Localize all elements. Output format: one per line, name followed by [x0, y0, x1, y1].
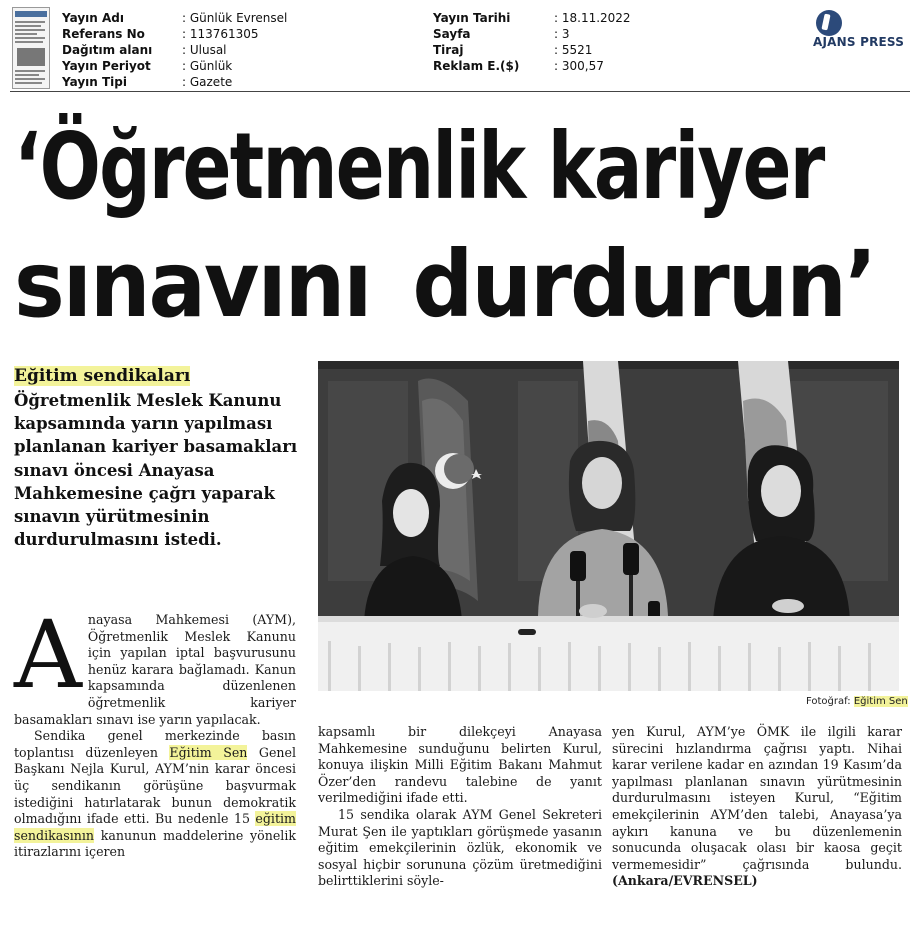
paragraph-text: yen Kurul, AYM’ye ÖMK ile ilgili karar sürecini hızlandırma çağrısı yaptı. Nihai karar verilene kadar en azından 19 Kasım’da yapılması planlanan sınavın yürütmesinin durdurulmasını isteyen Kurul, “Eğitim emekçilerinin AYM’den talebi, Anayasa’ya aykırı kanuna ve bu düzenlemenin sonucunda oluşacak olası bir kaosa geçit vermemesidir” çağrısında bulundu.: [612, 724, 902, 872]
headline-line-2: sınavını durdurun’: [14, 231, 876, 338]
body-paragraph: kapsamlı bir dilekçeyi Anayasa Mahkemesine sunduğunu belirten Kurul, konuya ilişkin Milli Eğitim Bakanı Mahmut Özer’den randevu talebine de yanıt verilmediğini ifade etti.: [318, 724, 602, 806]
body-column-2: [318, 724, 602, 890]
meta-right: [433, 10, 631, 74]
drop-cap: A: [14, 601, 82, 710]
ajans-press-logo: [813, 10, 909, 50]
body-paragraph: [612, 724, 902, 890]
kicker: [14, 365, 190, 387]
meta-row: [433, 58, 631, 74]
meta-key: Yayın Tipi: [62, 75, 127, 89]
body-paragraph: 15 sendika olarak AYM Genel Sekreteri Murat Şen ile yaptıkları görüşmede yasanın eğitim emekçilerinin özlük, ekonomik ve sosyal hiçbir sorununa çözüm üretmediğini belirttiklerini söyle-: [318, 806, 602, 889]
highlighted-term: eğitim sendikasının: [14, 811, 296, 843]
meta-row: [433, 10, 631, 26]
body-column-1: [14, 601, 296, 861]
headline-line-1: ‘Öğretmenlik kariyer: [14, 113, 824, 220]
photo-caption: [806, 696, 908, 707]
body-paragraph: [14, 728, 296, 861]
meta-row: [62, 58, 287, 74]
caption-credit: Eğitim Sen: [853, 696, 908, 707]
meta-row: [62, 10, 287, 26]
meta-value: : 3: [554, 27, 570, 41]
paragraph-text: kanunun maddelerine yönelik itirazlarını içeren: [14, 827, 296, 860]
meta-key: Dağıtım alanı: [62, 43, 153, 57]
meta-key: Sayfa: [433, 27, 471, 41]
meta-row: [62, 74, 287, 90]
meta-value: : 18.11.2022: [554, 11, 631, 25]
meta-value: : 5521: [554, 43, 593, 57]
press-conference-photo: [318, 361, 899, 691]
meta-row: [433, 42, 631, 58]
body-column-3: [612, 724, 902, 890]
body-paragraph: [14, 601, 296, 728]
meta-left: [62, 10, 287, 90]
paragraph-text: Genel Başkanı Nejla Kurul, AYM’nin karar öncesi üç sendikanın görüşüne başvurmak istediğini hatırlatarak bunun demokratik olmadığını ifade etti. Bu nedenle 15: [14, 744, 296, 827]
meta-value: : Günlük: [182, 59, 233, 73]
meta-key: Tiraj: [433, 43, 464, 57]
logo-text: AJANS PRESS: [813, 35, 905, 49]
meta-value: : Ulusal: [182, 43, 227, 57]
meta-key: Reklam E.($): [433, 59, 520, 73]
meta-key: Yayın Tarihi: [433, 11, 511, 25]
meta-row: [62, 42, 287, 58]
meta-value: : Gazete: [182, 75, 233, 89]
byline-sign: (Ankara/EVRENSEL): [612, 873, 758, 889]
lead-paragraph: Öğretmenlik Meslek Kanunu kapsamında yarın yapılması planlanan kariyer basamakları sınavı öncesi Anayasa Mahkemesine çağrı yaparak sınavın yürütmesinin durdurulmasını istedi.: [14, 391, 298, 550]
header-divider: [10, 91, 910, 92]
meta-value: : Günlük Evrensel: [182, 11, 288, 25]
headline: [14, 108, 906, 344]
kicker-text: Eğitim sendikaları: [14, 366, 191, 386]
paragraph-text: Sendika genel merkezinde basın toplantısı düzenleyen: [14, 728, 296, 760]
ajans-press-logo-icon: [816, 10, 842, 36]
meta-key: Referans No: [62, 27, 145, 41]
meta-value: : 113761305: [182, 27, 259, 41]
meta-key: Yayın Periyot: [62, 59, 151, 73]
newspaper-thumbnail-icon: [12, 7, 50, 89]
meta-value: : 300,57: [554, 59, 604, 73]
meta-key: Yayın Adı: [62, 11, 124, 25]
meta-row: [62, 26, 287, 42]
highlighted-term: Eğitim Sen: [169, 744, 248, 760]
meta-row: [433, 26, 631, 42]
caption-prefix: Fotoğraf:: [806, 696, 854, 707]
paragraph-text: nayasa Mahkemesi (AYM), Öğretmenlik Meslek Kanunu için yapılan iptal başvurusunu henüz karara bağlamadı. Kanun kapsamında düzenlenen öğretmenlik kariyer basamakları sınavı ise yarın yapılacak.: [14, 612, 296, 727]
